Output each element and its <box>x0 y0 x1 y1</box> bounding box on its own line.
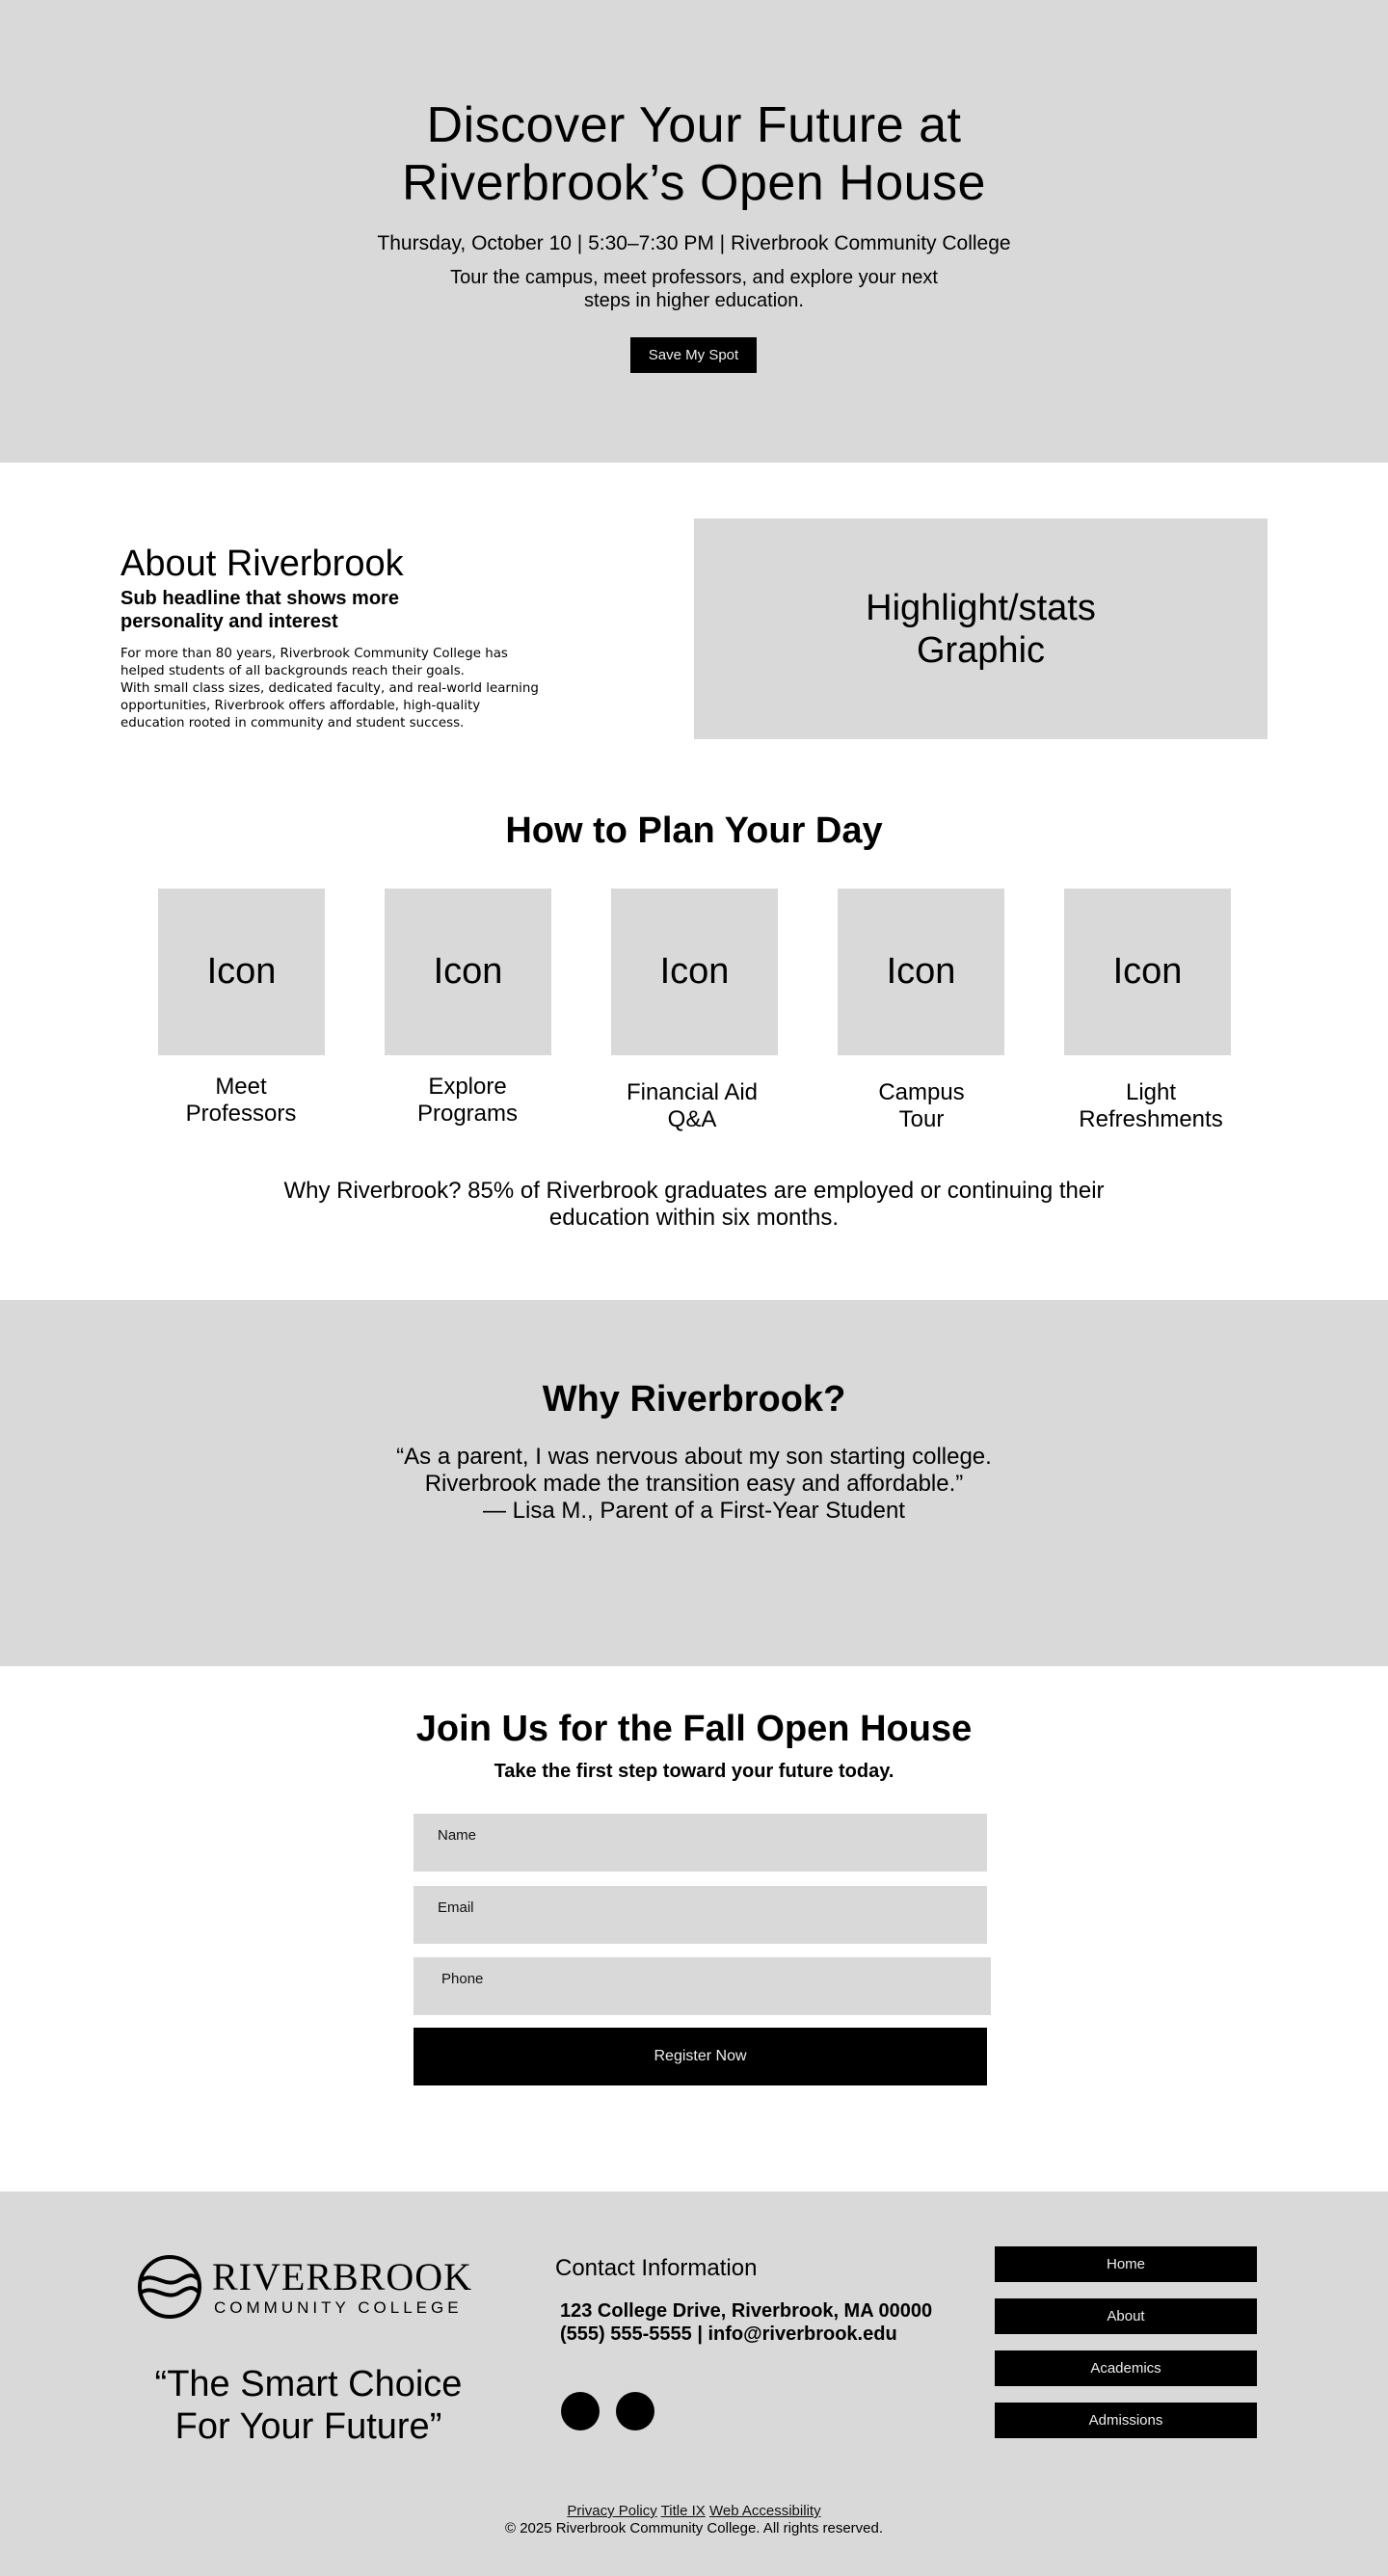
graduate-stat <box>0 1178 1388 1232</box>
highlight-label <box>866 587 1096 672</box>
email-field-label: Email <box>438 1899 474 1916</box>
contact-address: 123 College Drive, Riverbrook, MA 00000 <box>560 2300 933 2322</box>
plan-item-label-line-2: Programs <box>416 1101 519 1127</box>
financial-aid-icon: Icon <box>611 889 778 1055</box>
email-field-wrapper <box>414 1886 987 1944</box>
phone-input[interactable] <box>414 1957 991 2015</box>
meet-professors-icon: Icon <box>158 889 325 1055</box>
about-body-line: With small class sizes, dedicated faculty, and real-world learning <box>120 681 539 696</box>
graduate-stat-line-1: Why Riverbrook? 85% of Riverbrook graduates are employed or continuing their <box>283 1178 1105 1204</box>
event-details: Thursday, October 10 | 5:30–7:30 PM | Riverbrook Community College <box>377 232 1011 254</box>
social-icon-1[interactable] <box>561 2392 600 2430</box>
plan-item-label-line-1: Meet <box>215 1074 267 1100</box>
email-input[interactable] <box>414 1886 987 1944</box>
plan-item-label-line-1: Financial Aid <box>626 1079 759 1105</box>
footer-nav-home[interactable]: Home <box>995 2246 1257 2282</box>
riverbrook-logo-icon <box>137 2254 202 2320</box>
plan-item-label <box>1035 1079 1267 1133</box>
plan-item-label-line-2: Tour <box>898 1106 945 1132</box>
highlight-label-line-2: Graphic <box>916 629 1046 671</box>
about-body <box>120 646 574 732</box>
plan-item-label-line-1: Light <box>1125 1079 1177 1105</box>
copyright: © 2025 Riverbrook Community College. All rights reserved. <box>504 2520 884 2536</box>
privacy-policy-link[interactable]: Privacy Policy <box>567 2503 657 2519</box>
phone-field-label: Phone <box>441 1971 484 1987</box>
quote-line-1: “As a parent, I was nervous about my son starting college. <box>396 1444 992 1470</box>
contact-phone-email: (555) 555-5555 | info@riverbrook.edu <box>560 2324 897 2345</box>
plan-item-label <box>125 1074 357 1128</box>
register-title: Join Us for the Fall Open House <box>415 1709 973 1749</box>
quote-attribution: — Lisa M., Parent of a First-Year Student <box>483 1498 905 1524</box>
save-my-spot-button[interactable]: Save My Spot <box>630 337 757 373</box>
plan-item-label-line-1: Campus <box>878 1079 965 1105</box>
plan-item-label <box>576 1079 808 1133</box>
contact-title: Contact Information <box>555 2255 758 2281</box>
campus-tour-icon: Icon <box>838 889 1004 1055</box>
about-subheadline-line-2: personality and interest <box>120 611 338 632</box>
about-subheadline-line-1: Sub headline that shows more <box>120 588 399 609</box>
footer-tagline <box>116 2363 501 2448</box>
hero-title-line-1: Discover Your Future at <box>426 97 962 153</box>
about-body-line: helped students of all backgrounds reach their goals. <box>120 664 465 678</box>
phone-field-wrapper <box>414 1957 991 2015</box>
plan-item-label-line-2: Professors <box>185 1101 297 1127</box>
hero-title-line-2: Riverbrook’s Open House <box>402 155 986 211</box>
graduate-stat-line-2: education within six months. <box>548 1205 840 1231</box>
title-ix-link[interactable]: Title IX <box>660 2503 706 2519</box>
plan-item-label-line-1: Explore <box>428 1074 507 1100</box>
about-body-line: opportunities, Riverbrook offers affordable, high-quality <box>120 699 481 713</box>
name-field-wrapper <box>414 1814 987 1872</box>
contact-info <box>560 2299 932 2346</box>
web-accessibility-link[interactable]: Web Accessibility <box>708 2503 821 2519</box>
plan-title: How to Plan Your Day <box>505 810 883 851</box>
plan-item-label <box>806 1079 1037 1133</box>
quote-line-2: Riverbrook made the transition easy and affordable.” <box>424 1471 964 1497</box>
plan-item-label-line-2: Q&A <box>667 1106 717 1132</box>
about-body-line: education rooted in community and student success. <box>120 716 465 730</box>
footer-nav-admissions[interactable]: Admissions <box>995 2403 1257 2438</box>
social-icon-2[interactable] <box>616 2392 654 2430</box>
testimonial-quote <box>0 1444 1388 1525</box>
register-now-button[interactable]: Register Now <box>414 2028 987 2085</box>
footer-nav-academics[interactable]: Academics <box>995 2350 1257 2386</box>
highlight-stats-graphic <box>694 518 1268 739</box>
about-title: About Riverbrook <box>120 544 404 584</box>
tagline-line-1: “The Smart Choice <box>154 2364 463 2404</box>
hero-description-line-2: steps in higher education. <box>584 290 804 311</box>
hero-description-line-1: Tour the campus, meet professors, and explore your next <box>450 267 938 288</box>
plan-item-label-line-2: Refreshments <box>1079 1106 1223 1132</box>
plan-item-label <box>352 1074 583 1128</box>
name-field-label: Name <box>438 1827 477 1844</box>
tagline-line-2: For Your Future” <box>174 2406 442 2447</box>
highlight-label-line-1: Highlight/stats <box>866 587 1096 628</box>
register-subtitle: Take the first step toward your future today. <box>494 1761 894 1782</box>
explore-programs-icon: Icon <box>385 889 551 1055</box>
hero-title <box>0 96 1388 212</box>
logo-wordmark: RIVERBROOK <box>212 2255 473 2298</box>
testimonial-title: Why Riverbrook? <box>542 1379 846 1420</box>
refreshments-icon: Icon <box>1064 889 1231 1055</box>
about-body-line: For more than 80 years, Riverbrook Community College has <box>120 647 508 661</box>
name-input[interactable] <box>414 1814 987 1872</box>
legal-links <box>0 2503 1388 2520</box>
footer-nav-about[interactable]: About <box>995 2298 1257 2334</box>
about-subheadline <box>120 587 487 633</box>
hero-description <box>0 266 1388 312</box>
logo-subtitle: COMMUNITY COLLEGE <box>214 2298 463 2317</box>
